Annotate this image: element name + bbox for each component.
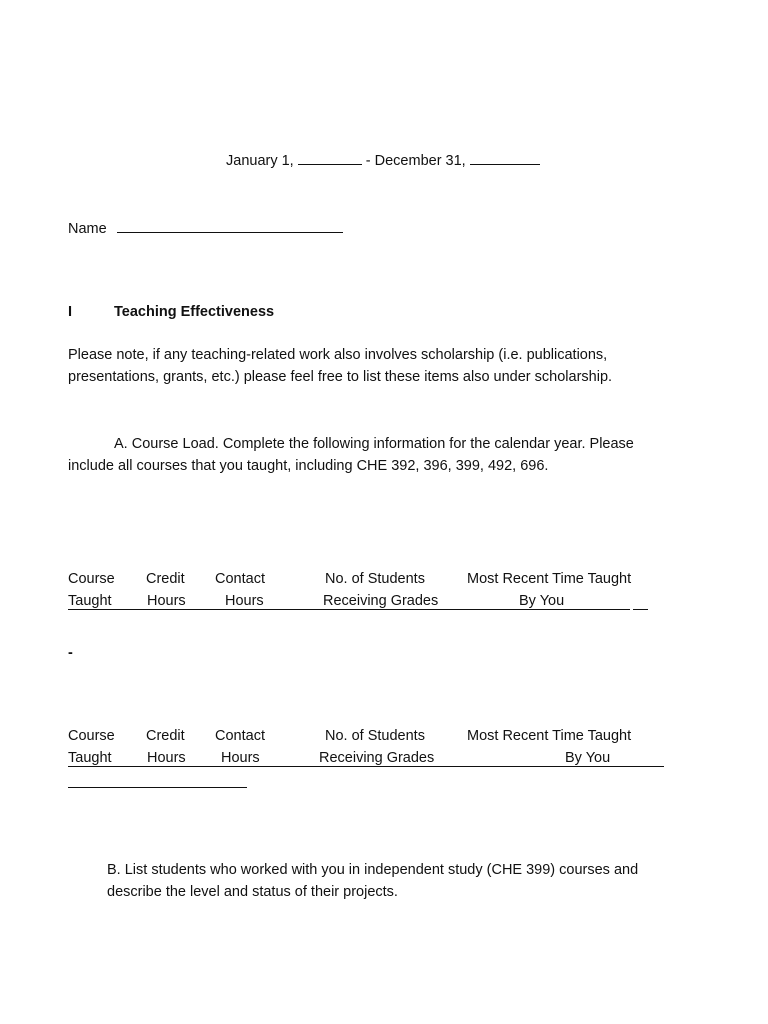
end-year-blank[interactable] [470, 148, 540, 165]
header-1-underline-tail [633, 609, 648, 610]
col-recent-h2: By You [519, 593, 565, 609]
col-contact-h1: Contact [215, 728, 265, 744]
header-1-underline [68, 609, 630, 610]
section-number: I [68, 304, 73, 320]
col-course-h1: Course [68, 728, 115, 744]
name-line [68, 216, 343, 240]
header-2-underline-continuation [68, 787, 247, 788]
col-recent-h2: By You [565, 750, 611, 766]
start-year-blank[interactable] [298, 148, 362, 165]
part-a-line-2: include all courses that you taught, including CHE 392, 396, 399, 492, 696. [68, 458, 549, 474]
section-title: Teaching Effectiveness [114, 304, 275, 320]
col-students-h1: No. of Students [325, 571, 425, 587]
col-credit-h1: Credit [146, 728, 185, 744]
col-credit-h2: Hours [147, 593, 186, 609]
part-a-line-1: A. Course Load. Complete the following information for the calendar year. Please [114, 436, 634, 452]
col-course-h2: Taught [68, 593, 112, 609]
col-students-h2: Receiving Grades [319, 750, 435, 766]
date-range-line [226, 148, 540, 172]
date-end-label: - December 31, [365, 153, 466, 169]
col-course-h1: Course [68, 571, 115, 587]
col-credit-h2: Hours [147, 750, 186, 766]
col-students-h2: Receiving Grades [323, 593, 439, 609]
col-recent-h1: Most Recent Time Taught [467, 728, 632, 744]
part-b-line-1: B. List students who worked with you in independent study (CHE 399) courses and [107, 862, 639, 878]
col-students-h1: No. of Students [325, 728, 425, 744]
col-contact-h1: Contact [215, 571, 265, 587]
part-b-line-2: describe the level and status of their projects. [107, 884, 398, 900]
name-label: Name [68, 221, 107, 237]
header-2-underline [68, 766, 664, 767]
note-line-1: Please note, if any teaching-related work also involves scholarship (i.e. publications, [68, 347, 608, 363]
col-credit-h1: Credit [146, 571, 185, 587]
note-line-2: presentations, grants, etc.) please feel free to list these items also under scholarship. [68, 369, 613, 385]
col-contact-h2: Hours [225, 593, 264, 609]
col-recent-h1: Most Recent Time Taught [467, 571, 632, 587]
date-start-label: January 1, [226, 153, 294, 169]
name-blank[interactable] [117, 216, 343, 233]
dash-mark: - [68, 645, 73, 661]
col-course-h2: Taught [68, 750, 112, 766]
col-contact-h2: Hours [221, 750, 260, 766]
